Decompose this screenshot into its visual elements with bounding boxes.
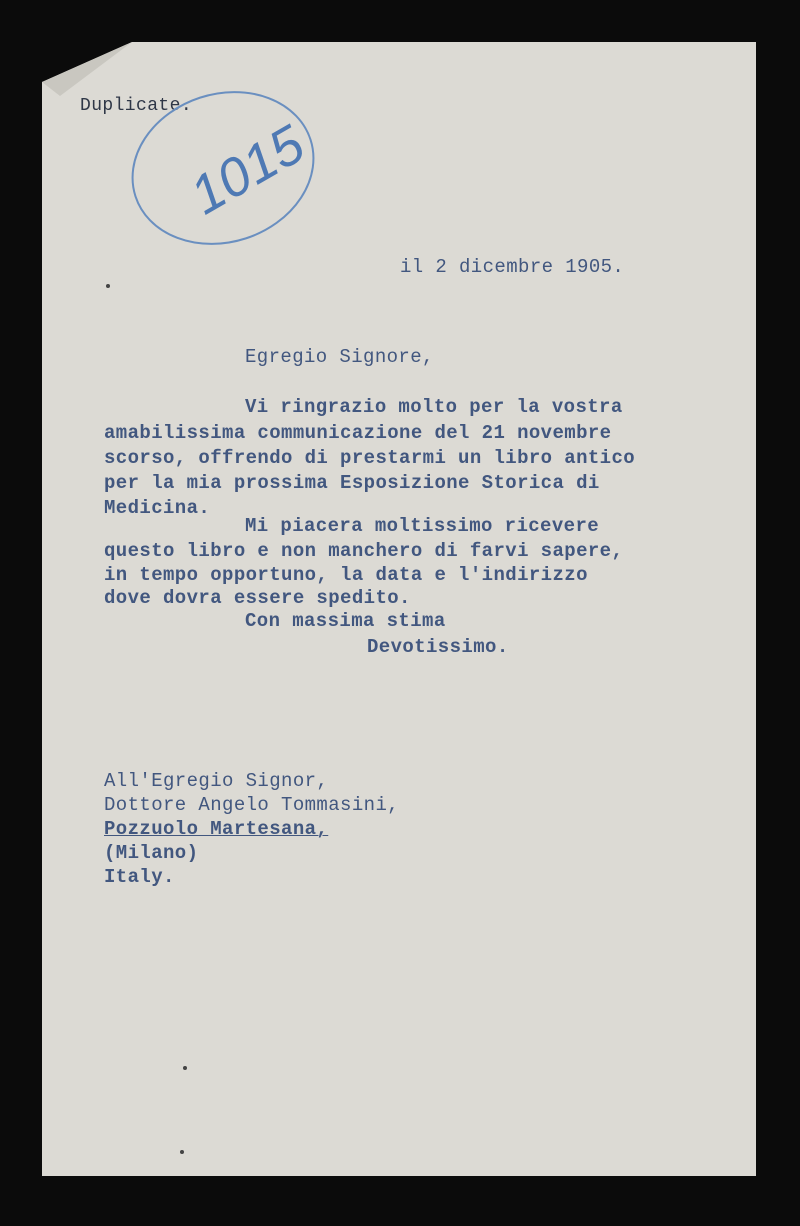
body-line-3: scorso, offrendo di prestarmi un libro antico	[104, 447, 636, 469]
stamp-number: 1015	[180, 114, 315, 227]
letter-date: il 2 dicembre 1905.	[400, 256, 625, 278]
body-line-7: questo libro e non manchero di farvi sapere,	[104, 540, 624, 562]
body-line-5: Medicina.	[104, 497, 211, 519]
address-line-3: Pozzuolo Martesana,	[104, 818, 329, 840]
address-line-1: All'Egregio Signor,	[104, 770, 329, 792]
body-line-9: dove dovra essere spedito.	[104, 587, 411, 609]
paper-spot	[183, 1066, 187, 1070]
address-line-4: (Milano)	[104, 842, 199, 864]
body-line-8: in tempo opportuno, la data e l'indirizzo	[104, 564, 588, 586]
body-line-6: Mi piacera moltissimo ricevere	[245, 515, 600, 537]
body-line-4: per la mia prossima Esposizione Storica di	[104, 472, 600, 494]
address-line-5: Italy.	[104, 866, 175, 888]
stamp-circle	[125, 82, 321, 247]
closing: Con massima stima	[245, 610, 446, 632]
salutation: Egregio Signore,	[245, 346, 434, 368]
signoff: Devotissimo.	[367, 636, 509, 658]
duplicate-label: Duplicate.	[80, 96, 193, 116]
body-line-1: Vi ringrazio molto per la vostra	[245, 396, 623, 418]
paper-spot	[180, 1150, 184, 1154]
body-line-2: amabilissima communicazione del 21 novembre	[104, 422, 612, 444]
address-line-2: Dottore Angelo Tommasini,	[104, 794, 400, 816]
paper-spot	[106, 284, 110, 288]
